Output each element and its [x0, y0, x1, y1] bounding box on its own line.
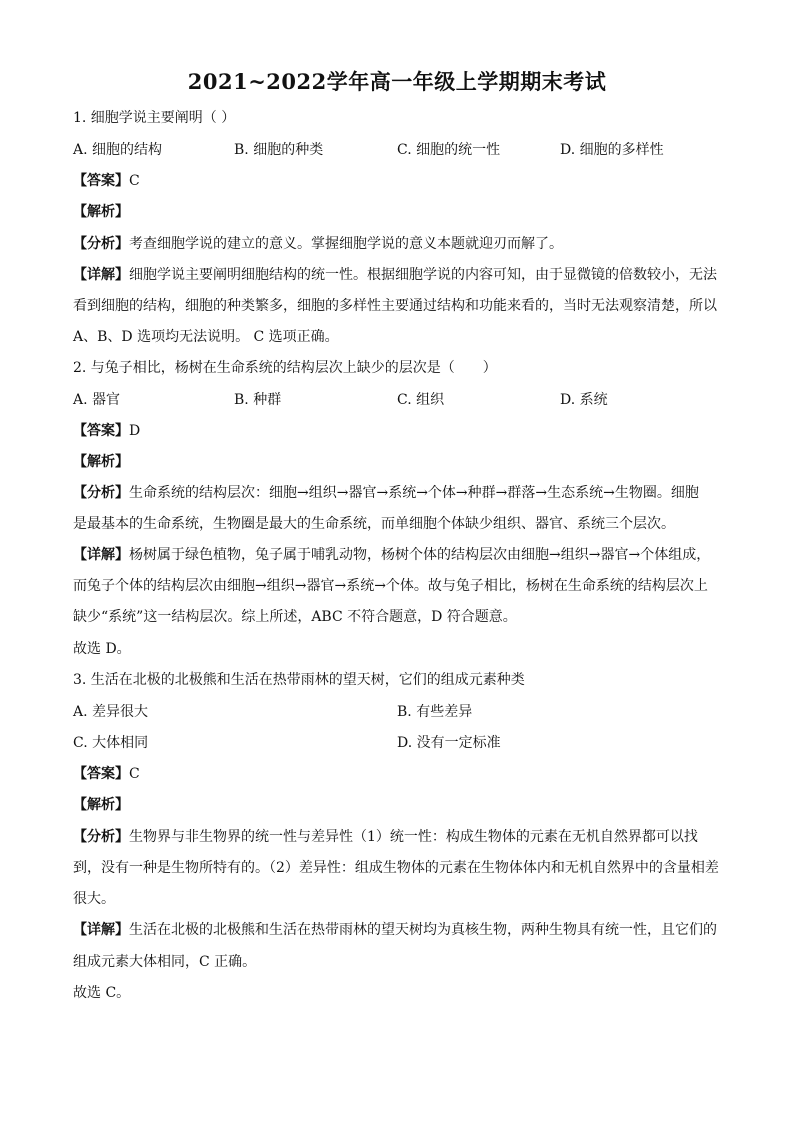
answer-value: C — [129, 766, 140, 782]
q2-option-d: D. 系统 — [560, 392, 608, 408]
q2-fenxi-line-2: 是最基本的生命系统，生物圈是最大的生命系统，而单细胞个体缺少组织、器官、系统三个层次。 — [73, 516, 675, 532]
fenxi-text: 考查细胞学说的建立的意义。掌握细胞学说的意义本题就迎刃而解了。 — [129, 236, 563, 252]
q3-option-b: B. 有些差异 — [397, 704, 473, 720]
q3-option-d: D. 没有一定标准 — [397, 735, 501, 751]
q1-analysis-tag: 【解析】 — [73, 204, 129, 220]
q3-detail-line-2: 组成元素大体相同，C 正确。 — [73, 954, 257, 970]
q3-answer — [73, 764, 140, 784]
q2-option-b: B. 种群 — [234, 392, 282, 408]
answer-tag: 【答案】 — [73, 766, 129, 782]
q1-option-d: D. 细胞的多样性 — [560, 142, 664, 158]
fenxi-text: 生命系统的结构层次：细胞→组织→器官→系统→个体→种群→群落→生态系统→生物圈。细胞 — [129, 485, 699, 501]
q2-analysis-tag: 【解析】 — [73, 454, 129, 470]
q2-detail-line-1 — [73, 545, 710, 565]
q2-detail-line-2: 而兔子个体的结构层次由细胞→组织→器官→系统→个体。故与兔子相比，杨树在生命系统的结构层次上 — [73, 578, 708, 594]
q1-detail-line-1 — [73, 265, 717, 285]
q1-option-b: B. 细胞的种类 — [234, 142, 324, 158]
q3-analysis-tag: 【解析】 — [73, 797, 129, 813]
q1-stem: 1. 细胞学说主要阐明（ ） — [73, 110, 236, 126]
q2-option-a: A. 器官 — [73, 392, 121, 408]
answer-value: D — [129, 423, 141, 439]
q3-fenxi-line-3: 很大。 — [73, 891, 115, 907]
q1-option-a: A. 细胞的结构 — [73, 142, 163, 158]
fenxi-text: 生物界与非生物界的统一性与差异性（1）统一性：构成生物体的元素在无机自然界都可以找 — [129, 829, 698, 845]
fenxi-tag: 【分析】 — [73, 236, 129, 252]
fenxi-tag: 【分析】 — [73, 829, 129, 845]
answer-tag: 【答案】 — [73, 173, 129, 189]
q2-fenxi-line-1 — [73, 483, 699, 503]
q1-answer — [73, 171, 140, 191]
q3-detail-line-3: 故选 C。 — [73, 985, 131, 1001]
q1-option-c: C. 细胞的统一性 — [397, 142, 501, 158]
q1-fenxi — [73, 234, 563, 254]
q3-option-c: C. 大体相同 — [73, 735, 149, 751]
fenxi-tag: 【分析】 — [73, 485, 129, 501]
q3-fenxi-line-1 — [73, 827, 698, 847]
q2-stem: 2. 与兔子相比，杨树在生命系统的结构层次上缺少的层次是（ ） — [73, 360, 497, 376]
detail-tag: 【详解】 — [73, 922, 129, 938]
q3-stem: 3. 生活在北极的北极熊和生活在热带雨林的望天树，它们的组成元素种类 — [73, 672, 525, 688]
q2-answer — [73, 421, 140, 441]
q3-detail-line-1 — [73, 920, 717, 940]
detail-text: 细胞学说主要阐明细胞结构的统一性。根据细胞学说的内容可知，由于显微镜的倍数较小，无法 — [129, 267, 717, 283]
detail-tag: 【详解】 — [73, 267, 129, 283]
q1-detail-line-2: 看到细胞的结构，细胞的种类繁多，细胞的多样性主要通过结构和功能来看的，当时无法观察清楚，所以 — [73, 298, 717, 314]
q3-fenxi-line-2: 到，没有一种是生物所特有的。（2）差异性：组成生物体的元素在生物体体内和无机自然界中的含量相差 — [73, 860, 719, 876]
q2-option-c: C. 组织 — [397, 392, 445, 408]
q3-option-a: A. 差异很大 — [73, 704, 149, 720]
q1-detail-line-3: A、B、D 选项均无法说明。 C 选项正确。 — [73, 329, 339, 345]
answer-value: C — [129, 173, 140, 189]
detail-tag: 【详解】 — [73, 547, 129, 563]
q2-detail-line-4: 故选 D。 — [73, 641, 131, 657]
detail-text: 杨树属于绿色植物，兔子属于哺乳动物，杨树个体的结构层次由细胞→组织→器官→个体组成， — [129, 547, 711, 563]
page-title: 2021~2022学年高一年级上学期期末考试 — [187, 69, 607, 94]
q2-detail-line-3: 缺少“系统”这一结构层次。综上所述，ABC 不符合题意，D 符合题意。 — [73, 609, 517, 625]
answer-tag: 【答案】 — [73, 423, 129, 439]
detail-text: 生活在北极的北极熊和生活在热带雨林的望天树均为真核生物，两种生物具有统一性，且它们的 — [129, 922, 717, 938]
